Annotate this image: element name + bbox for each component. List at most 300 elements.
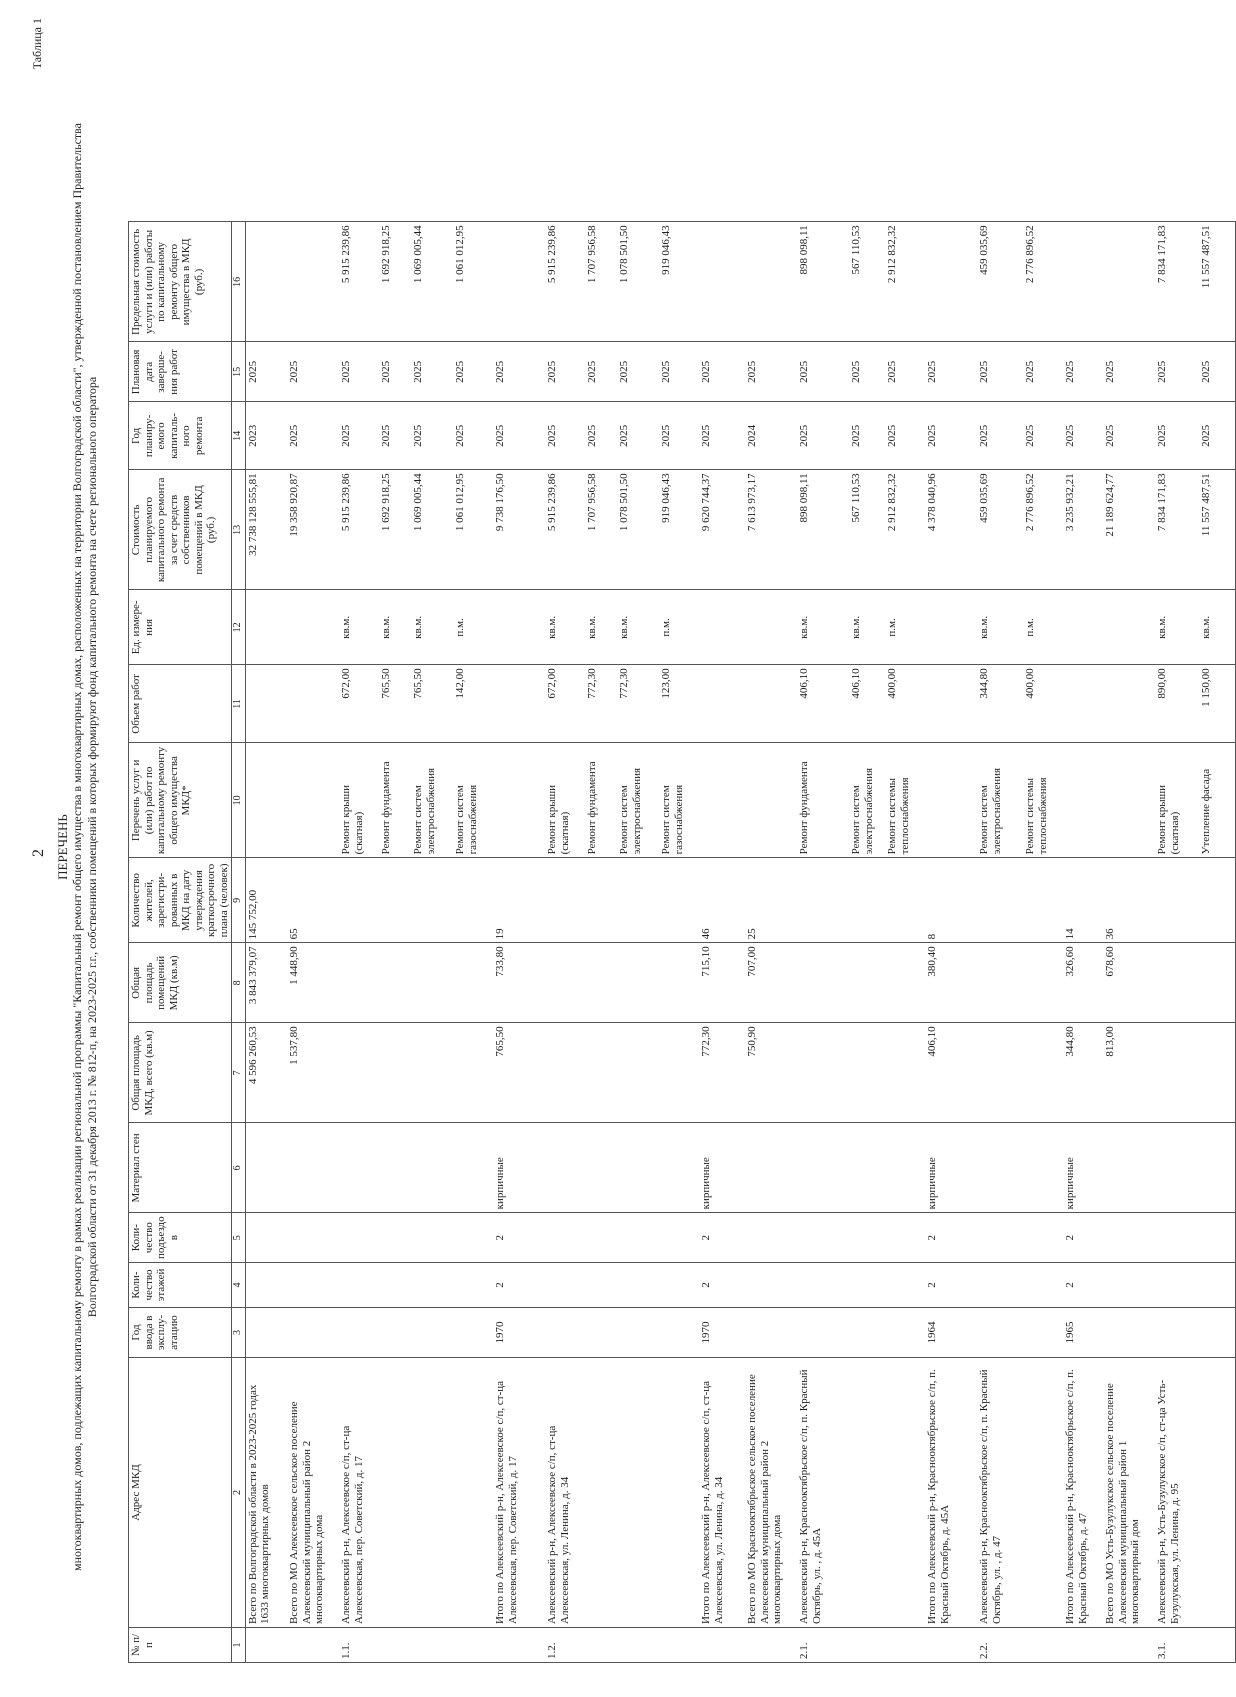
table-cell-col-12 xyxy=(1103,590,1155,665)
table-cell-col-4 xyxy=(379,1263,411,1308)
table-cell-col-8 xyxy=(797,943,849,1023)
table-row xyxy=(453,222,493,1663)
table-label: Таблица 1 xyxy=(30,18,44,70)
table-cell-col-12: кв.м. xyxy=(617,590,659,665)
table-cell-col-5 xyxy=(617,1213,659,1263)
table-cell-col-3: 1970 xyxy=(699,1308,745,1358)
table-body xyxy=(245,222,1236,1663)
table-cell-col-4 xyxy=(1155,1263,1199,1308)
table-cell-col-13: 2 912 832,32 xyxy=(885,470,925,590)
col-number: 9 xyxy=(232,858,246,943)
table-cell-col-5 xyxy=(1199,1213,1235,1263)
column-number-row xyxy=(232,222,246,1663)
table-cell-col-6 xyxy=(411,1123,453,1213)
table-cell-col-3 xyxy=(885,1308,925,1358)
table-cell-col-2 xyxy=(1023,1358,1063,1628)
table-cell-col-12: кв.м. xyxy=(545,590,585,665)
table-cell-col-13: 919 046,43 xyxy=(659,470,699,590)
table-cell-col-15: 2025 xyxy=(1155,342,1199,402)
table-cell-col-5 xyxy=(453,1213,493,1263)
table-cell-col-3 xyxy=(849,1308,885,1358)
col-header: Перечень услуг и (или) работ по капитальному ремонту общего имущества МКД* xyxy=(129,743,232,858)
table-cell-col-16: 459 035,69 xyxy=(977,222,1023,342)
table-cell-col-13: 4 378 040,96 xyxy=(925,470,977,590)
table-cell-col-4 xyxy=(245,1263,287,1308)
table-cell-col-7: 1 537,80 xyxy=(287,1023,339,1123)
table-cell-col-1 xyxy=(493,1628,545,1663)
table-cell-col-14: 2024 xyxy=(745,402,797,470)
table-cell-col-7 xyxy=(453,1023,493,1123)
col-number: 16 xyxy=(232,222,246,342)
table-row xyxy=(545,222,585,1663)
table-cell-col-2: Итого по Алексеевский р-н, Краснооктябрьское с/п, п. Красный Октябрь, д. 45А xyxy=(925,1358,977,1628)
table-cell-col-4 xyxy=(849,1263,885,1308)
table-cell-col-2 xyxy=(617,1358,659,1628)
table-row xyxy=(925,222,977,1663)
table-edge-cell xyxy=(1235,470,1236,590)
col-number: 1 xyxy=(232,1628,246,1663)
table-row xyxy=(1103,222,1155,1663)
table-cell-col-15: 2025 xyxy=(1103,342,1155,402)
table-cell-col-4 xyxy=(1199,1263,1235,1308)
table-bottom-edge xyxy=(1235,222,1236,1663)
table-cell-col-14: 2025 xyxy=(1063,402,1103,470)
table-cell-col-8: 715,10 xyxy=(699,943,745,1023)
table-cell-col-1 xyxy=(745,1628,797,1663)
table-cell-col-6 xyxy=(339,1123,379,1213)
table-cell-col-6 xyxy=(659,1123,699,1213)
table-cell-col-6 xyxy=(585,1123,617,1213)
table-cell-col-2 xyxy=(453,1358,493,1628)
table-edge-cell xyxy=(1235,1628,1236,1663)
table-cell-col-5 xyxy=(287,1213,339,1263)
table-cell-col-9 xyxy=(885,858,925,943)
table-cell-col-10: Ремонт систем электроснабжения xyxy=(849,743,885,858)
table-cell-col-12: кв.м. xyxy=(977,590,1023,665)
table-cell-col-5: 2 xyxy=(925,1213,977,1263)
document-title xyxy=(55,37,100,1657)
table-cell-col-2: Алексеевский р-н, Усть-Бузулукское с/п, ст-ца Усть-Бузулукская, ул. Ленина, д. 95 xyxy=(1155,1358,1199,1628)
table-cell-col-16 xyxy=(925,222,977,342)
table-cell-col-13: 21 189 624,77 xyxy=(1103,470,1155,590)
col-header: № п/п xyxy=(129,1628,232,1663)
table-cell-col-12 xyxy=(493,590,545,665)
table-cell-col-4 xyxy=(659,1263,699,1308)
table-cell-col-15: 2025 xyxy=(1063,342,1103,402)
table-cell-col-2: Итого по Алексеевский р-н, Алексеевское с/п, ст-ца Алексеевская, ул. Ленина, д. 34 xyxy=(699,1358,745,1628)
table-cell-col-3 xyxy=(545,1308,585,1358)
table-cell-col-4: 2 xyxy=(925,1263,977,1308)
table-cell-col-16: 567 110,53 xyxy=(849,222,885,342)
table-cell-col-1: 2.2. xyxy=(977,1628,1023,1663)
table-cell-col-5 xyxy=(1155,1213,1199,1263)
table-cell-col-10: Ремонт фундамента xyxy=(797,743,849,858)
table-cell-col-9: 145 752,00 xyxy=(245,858,287,943)
table-cell-col-2: Всего по МО Алексеевское сельское поселение Алексеевский муниципальный район 2 многоквартирных дома xyxy=(287,1358,339,1628)
table-cell-col-4: 2 xyxy=(699,1263,745,1308)
table-cell-col-11: 1 150,00 xyxy=(1199,665,1235,743)
table-cell-col-3 xyxy=(1155,1308,1199,1358)
table-cell-col-14: 2025 xyxy=(617,402,659,470)
table-row xyxy=(885,222,925,1663)
table-cell-col-4 xyxy=(745,1263,797,1308)
table-cell-col-14: 2025 xyxy=(1023,402,1063,470)
table-edge-cell xyxy=(1235,858,1236,943)
table-cell-col-5 xyxy=(885,1213,925,1263)
table-cell-col-1 xyxy=(885,1628,925,1663)
table-row xyxy=(585,222,617,1663)
table-cell-col-5 xyxy=(245,1213,287,1263)
col-header: Предельная стоимость услуги и (или) работы по капитальному ремонту общего имущества в МКД (руб.) xyxy=(129,222,232,342)
table-edge-cell xyxy=(1235,665,1236,743)
table-cell-col-1 xyxy=(1199,1628,1235,1663)
table-cell-col-14: 2025 xyxy=(659,402,699,470)
table-cell-col-14: 2025 xyxy=(925,402,977,470)
col-number: 5 xyxy=(232,1213,246,1263)
col-header: Год ввода в эксплу-атацию xyxy=(129,1308,232,1358)
col-number: 10 xyxy=(232,743,246,858)
table-cell-col-9 xyxy=(545,858,585,943)
table-edge-cell xyxy=(1235,222,1236,342)
table-cell-col-8: 3 843 379,07 xyxy=(245,943,287,1023)
table-cell-col-1: 1.2. xyxy=(545,1628,585,1663)
table-cell-col-1: 1.1. xyxy=(339,1628,379,1663)
table-cell-col-15: 2025 xyxy=(287,342,339,402)
table-cell-col-13: 9 620 744,37 xyxy=(699,470,745,590)
table-cell-col-16 xyxy=(1103,222,1155,342)
table-cell-col-16 xyxy=(245,222,287,342)
table-row xyxy=(1155,222,1199,1663)
table-cell-col-3 xyxy=(339,1308,379,1358)
table-row xyxy=(379,222,411,1663)
repair-list-table xyxy=(128,221,1236,1663)
col-number: 11 xyxy=(232,665,246,743)
table-cell-col-11 xyxy=(493,665,545,743)
table-cell-col-8 xyxy=(617,943,659,1023)
table-cell-col-7: 4 596 260,53 xyxy=(245,1023,287,1123)
table-cell-col-3 xyxy=(379,1308,411,1358)
table-cell-col-2 xyxy=(585,1358,617,1628)
table-cell-col-2 xyxy=(411,1358,453,1628)
table-cell-col-11: 772,30 xyxy=(585,665,617,743)
table-cell-col-6 xyxy=(1199,1123,1235,1213)
table-cell-col-9 xyxy=(849,858,885,943)
title-heading: ПЕРЕЧЕНЬ xyxy=(55,814,70,880)
table-cell-col-8 xyxy=(453,943,493,1023)
table-cell-col-10: Ремонт систем газоснабжения xyxy=(453,743,493,858)
table-cell-col-2: Всего по Волгоградской области в 2023-2025 годах 1633 многоквартирных домов xyxy=(245,1358,287,1628)
table-cell-col-11: 765,50 xyxy=(379,665,411,743)
col-header: Материал стен xyxy=(129,1123,232,1213)
table-cell-col-14: 2025 xyxy=(585,402,617,470)
table-edge-cell xyxy=(1235,1308,1236,1358)
table-cell-col-3 xyxy=(585,1308,617,1358)
table-cell-col-10: Ремонт систем электроснабжения xyxy=(617,743,659,858)
col-header: Общая площадь помещений МКД (кв.м) xyxy=(129,943,232,1023)
table-cell-col-2: Алексеевский р-н, Алексеевское с/п, ст-ца Алексеевская, пер. Советский, д. 17 xyxy=(339,1358,379,1628)
table-cell-col-6 xyxy=(1155,1123,1199,1213)
table-cell-col-14: 2025 xyxy=(977,402,1023,470)
table-cell-col-10: Ремонт фундамента xyxy=(379,743,411,858)
table-cell-col-13: 2 776 896,52 xyxy=(1023,470,1063,590)
table-cell-col-10: Ремонт системы теплоснабжения xyxy=(885,743,925,858)
table-cell-col-7 xyxy=(659,1023,699,1123)
table-cell-col-9 xyxy=(453,858,493,943)
table-cell-col-8 xyxy=(545,943,585,1023)
table-cell-col-5: 2 xyxy=(493,1213,545,1263)
table-cell-col-15: 2025 xyxy=(797,342,849,402)
table-cell-col-15: 2025 xyxy=(699,342,745,402)
table-cell-col-7: 765,50 xyxy=(493,1023,545,1123)
table-cell-col-1 xyxy=(411,1628,453,1663)
table-cell-col-16: 5 915 239,86 xyxy=(339,222,379,342)
table-cell-col-15: 2025 xyxy=(493,342,545,402)
table-cell-col-15: 2025 xyxy=(245,342,287,402)
table-cell-col-2 xyxy=(1199,1358,1235,1628)
table-cell-col-7 xyxy=(339,1023,379,1123)
table-cell-col-12 xyxy=(287,590,339,665)
table-cell-col-14: 2025 xyxy=(1155,402,1199,470)
table-cell-col-13: 32 738 128 555,81 xyxy=(245,470,287,590)
table-cell-col-8 xyxy=(585,943,617,1023)
table-cell-col-11: 142,00 xyxy=(453,665,493,743)
table-cell-col-16: 5 915 239,86 xyxy=(545,222,585,342)
table-cell-col-6 xyxy=(1103,1123,1155,1213)
table-cell-col-7 xyxy=(797,1023,849,1123)
table-cell-col-12: п.м. xyxy=(659,590,699,665)
table-cell-col-6 xyxy=(453,1123,493,1213)
table-cell-col-7 xyxy=(885,1023,925,1123)
col-header: Плановая дата заверше-ния работ xyxy=(129,342,232,402)
table-cell-col-14: 2025 xyxy=(287,402,339,470)
table-cell-col-1 xyxy=(453,1628,493,1663)
table-cell-col-1 xyxy=(1103,1628,1155,1663)
table-cell-col-11: 406,10 xyxy=(849,665,885,743)
table-cell-col-13: 1 069 005,44 xyxy=(411,470,453,590)
col-number: 8 xyxy=(232,943,246,1023)
table-cell-col-3: 1970 xyxy=(493,1308,545,1358)
table-cell-col-11 xyxy=(699,665,745,743)
table-cell-col-9 xyxy=(797,858,849,943)
table-row xyxy=(977,222,1023,1663)
table-cell-col-6 xyxy=(745,1123,797,1213)
table-cell-col-9 xyxy=(617,858,659,943)
table-cell-col-8: 733,80 xyxy=(493,943,545,1023)
table-cell-col-1 xyxy=(379,1628,411,1663)
table-cell-col-11: 672,00 xyxy=(545,665,585,743)
table-edge-cell xyxy=(1235,1263,1236,1308)
col-number: 14 xyxy=(232,402,246,470)
table-cell-col-16 xyxy=(745,222,797,342)
table-cell-col-12 xyxy=(925,590,977,665)
table-cell-col-5 xyxy=(659,1213,699,1263)
table-cell-col-8 xyxy=(849,943,885,1023)
table-cell-col-5 xyxy=(411,1213,453,1263)
table-cell-col-6 xyxy=(885,1123,925,1213)
table-cell-col-12 xyxy=(745,590,797,665)
table-cell-col-2 xyxy=(885,1358,925,1628)
table-edge-cell xyxy=(1235,1123,1236,1213)
table-cell-col-10 xyxy=(493,743,545,858)
table-cell-col-1: 3.1. xyxy=(1155,1628,1199,1663)
table-cell-col-3 xyxy=(453,1308,493,1358)
table-cell-col-4: 2 xyxy=(493,1263,545,1308)
table-row xyxy=(493,222,545,1663)
table-cell-col-10: Ремонт систем электроснабжения xyxy=(977,743,1023,858)
table-cell-col-16: 1 692 918,25 xyxy=(379,222,411,342)
table-cell-col-2: Алексеевский р-н, Краснооктябрьское с/п, п. Красный Октябрь, ул. , д. 47 xyxy=(977,1358,1023,1628)
col-header: Год планиру-емого капиталь-ного ремонта xyxy=(129,402,232,470)
title-line-2: Волгоградской области от 31 декабря 2013 г. № 812-п, на 2023-2025 г.г., собственники помещений в которых формируют фонд капитального ремонта на счете регионального оператора xyxy=(85,376,99,1318)
col-header: Ед. измере-ния xyxy=(129,590,232,665)
table-cell-col-11: 123,00 xyxy=(659,665,699,743)
table-cell-col-16 xyxy=(699,222,745,342)
col-number: 15 xyxy=(232,342,246,402)
table-cell-col-9 xyxy=(411,858,453,943)
table-row xyxy=(699,222,745,1663)
table-cell-col-9 xyxy=(339,858,379,943)
table-cell-col-3 xyxy=(745,1308,797,1358)
table-cell-col-10 xyxy=(699,743,745,858)
table-cell-col-8 xyxy=(659,943,699,1023)
table-cell-col-10: Ремонт крыши (скатная) xyxy=(339,743,379,858)
table-cell-col-4: 2 xyxy=(1063,1263,1103,1308)
table-cell-col-13: 5 915 239,86 xyxy=(339,470,379,590)
table-edge-cell xyxy=(1235,743,1236,858)
table-cell-col-16: 1 069 005,44 xyxy=(411,222,453,342)
table-cell-col-13: 1 061 012,95 xyxy=(453,470,493,590)
table-cell-col-3 xyxy=(977,1308,1023,1358)
table-cell-col-10 xyxy=(1103,743,1155,858)
table-cell-col-12: кв.м. xyxy=(411,590,453,665)
table-cell-col-9 xyxy=(977,858,1023,943)
table-cell-col-7: 344,80 xyxy=(1063,1023,1103,1123)
col-number: 6 xyxy=(232,1123,246,1213)
table-cell-col-16 xyxy=(287,222,339,342)
table-cell-col-15: 2025 xyxy=(545,342,585,402)
table-cell-col-13: 9 738 176,50 xyxy=(493,470,545,590)
table-row xyxy=(745,222,797,1663)
table-cell-col-1 xyxy=(245,1628,287,1663)
table-cell-col-14: 2025 xyxy=(545,402,585,470)
col-header: Объем работ xyxy=(129,665,232,743)
table-cell-col-15: 2025 xyxy=(849,342,885,402)
table-cell-col-12: кв.м. xyxy=(585,590,617,665)
page-number: 2 xyxy=(30,849,47,857)
table-cell-col-10 xyxy=(1063,743,1103,858)
table-row xyxy=(339,222,379,1663)
table-cell-col-7: 750,90 xyxy=(745,1023,797,1123)
table-cell-col-8: 380,40 xyxy=(925,943,977,1023)
table-cell-col-6 xyxy=(849,1123,885,1213)
title-line-1: многоквартирных домов, подлежащих капитальному ремонту в рамках реализации региональной программы "Капитальный ремонт общего имущества в многоквартирных домах, расположенных на территории Волгоградской области", утвержденной постановлением Правительства xyxy=(70,123,84,1571)
table-edge-cell xyxy=(1235,1213,1236,1263)
table-cell-col-11: 890,00 xyxy=(1155,665,1199,743)
table-cell-col-1 xyxy=(699,1628,745,1663)
table-cell-col-11: 344,80 xyxy=(977,665,1023,743)
table-cell-col-11: 672,00 xyxy=(339,665,379,743)
table-cell-col-9: 25 xyxy=(745,858,797,943)
col-header: Коли-чество подъездо в xyxy=(129,1213,232,1263)
table-cell-col-1 xyxy=(287,1628,339,1663)
table-cell-col-8 xyxy=(1023,943,1063,1023)
col-number: 2 xyxy=(232,1358,246,1628)
table-cell-col-4 xyxy=(287,1263,339,1308)
table-cell-col-4 xyxy=(617,1263,659,1308)
table-cell-col-16: 898 098,11 xyxy=(797,222,849,342)
table-cell-col-10: Ремонт крыши (скатная) xyxy=(545,743,585,858)
table-cell-col-13: 7 834 171,83 xyxy=(1155,470,1199,590)
table-cell-col-12: кв.м. xyxy=(339,590,379,665)
table-cell-col-15: 2025 xyxy=(745,342,797,402)
table-cell-col-11: 400,00 xyxy=(885,665,925,743)
table-cell-col-12 xyxy=(1063,590,1103,665)
table-cell-col-6 xyxy=(1023,1123,1063,1213)
table-cell-col-5 xyxy=(977,1213,1023,1263)
table-cell-col-3: 1964 xyxy=(925,1308,977,1358)
table-cell-col-5 xyxy=(797,1213,849,1263)
table-cell-col-7 xyxy=(379,1023,411,1123)
table-cell-col-11 xyxy=(245,665,287,743)
table-cell-col-5 xyxy=(339,1213,379,1263)
table-cell-col-11: 406,10 xyxy=(797,665,849,743)
table-cell-col-14: 2025 xyxy=(453,402,493,470)
table-cell-col-8 xyxy=(411,943,453,1023)
header-row xyxy=(129,222,232,1663)
table-cell-col-4 xyxy=(339,1263,379,1308)
table-cell-col-14: 2025 xyxy=(493,402,545,470)
table-cell-col-12 xyxy=(699,590,745,665)
table-cell-col-5 xyxy=(585,1213,617,1263)
table-cell-col-1 xyxy=(659,1628,699,1663)
table-row xyxy=(245,222,287,1663)
table-cell-col-15: 2025 xyxy=(977,342,1023,402)
table-cell-col-10: Утепление фасада xyxy=(1199,743,1235,858)
table-cell-col-8: 707,00 xyxy=(745,943,797,1023)
table-cell-col-14: 2025 xyxy=(1103,402,1155,470)
table-cell-col-1 xyxy=(849,1628,885,1663)
table-cell-col-5 xyxy=(1023,1213,1063,1263)
col-number: 7 xyxy=(232,1023,246,1123)
table-cell-col-2: Итого по Алексеевский р-н, Краснооктябрьское с/п, п. Красный Октябрь, д. 47 xyxy=(1063,1358,1103,1628)
table-cell-col-5 xyxy=(745,1213,797,1263)
table-cell-col-2 xyxy=(379,1358,411,1628)
table-cell-col-14: 2025 xyxy=(1199,402,1235,470)
col-header: Общая площадь МКД, всего (кв.м) xyxy=(129,1023,232,1123)
table-cell-col-9 xyxy=(585,858,617,943)
table-cell-col-11: 400,00 xyxy=(1023,665,1063,743)
table-cell-col-10: Ремонт фундамента xyxy=(585,743,617,858)
table-cell-col-2 xyxy=(849,1358,885,1628)
table-cell-col-7: 406,10 xyxy=(925,1023,977,1123)
table-cell-col-6: кирпичные xyxy=(925,1123,977,1213)
table-cell-col-2: Всего по МО Усть-Бузулукское сельское поселение Алексеевский муниципальный район 1 многоквартирный дом xyxy=(1103,1358,1155,1628)
table-cell-col-1 xyxy=(925,1628,977,1663)
table-cell-col-6 xyxy=(545,1123,585,1213)
table-cell-col-14: 2023 xyxy=(245,402,287,470)
table-cell-col-3 xyxy=(1103,1308,1155,1358)
table-cell-col-15: 2025 xyxy=(411,342,453,402)
table-cell-col-14: 2025 xyxy=(849,402,885,470)
table-edge-cell xyxy=(1235,943,1236,1023)
table-cell-col-7 xyxy=(411,1023,453,1123)
table-cell-col-11 xyxy=(287,665,339,743)
table-cell-col-13: 1 692 918,25 xyxy=(379,470,411,590)
table-cell-col-8 xyxy=(339,943,379,1023)
table-cell-col-15: 2025 xyxy=(659,342,699,402)
table-cell-col-10: Ремонт систем газоснабжения xyxy=(659,743,699,858)
table-cell-col-4 xyxy=(1023,1263,1063,1308)
